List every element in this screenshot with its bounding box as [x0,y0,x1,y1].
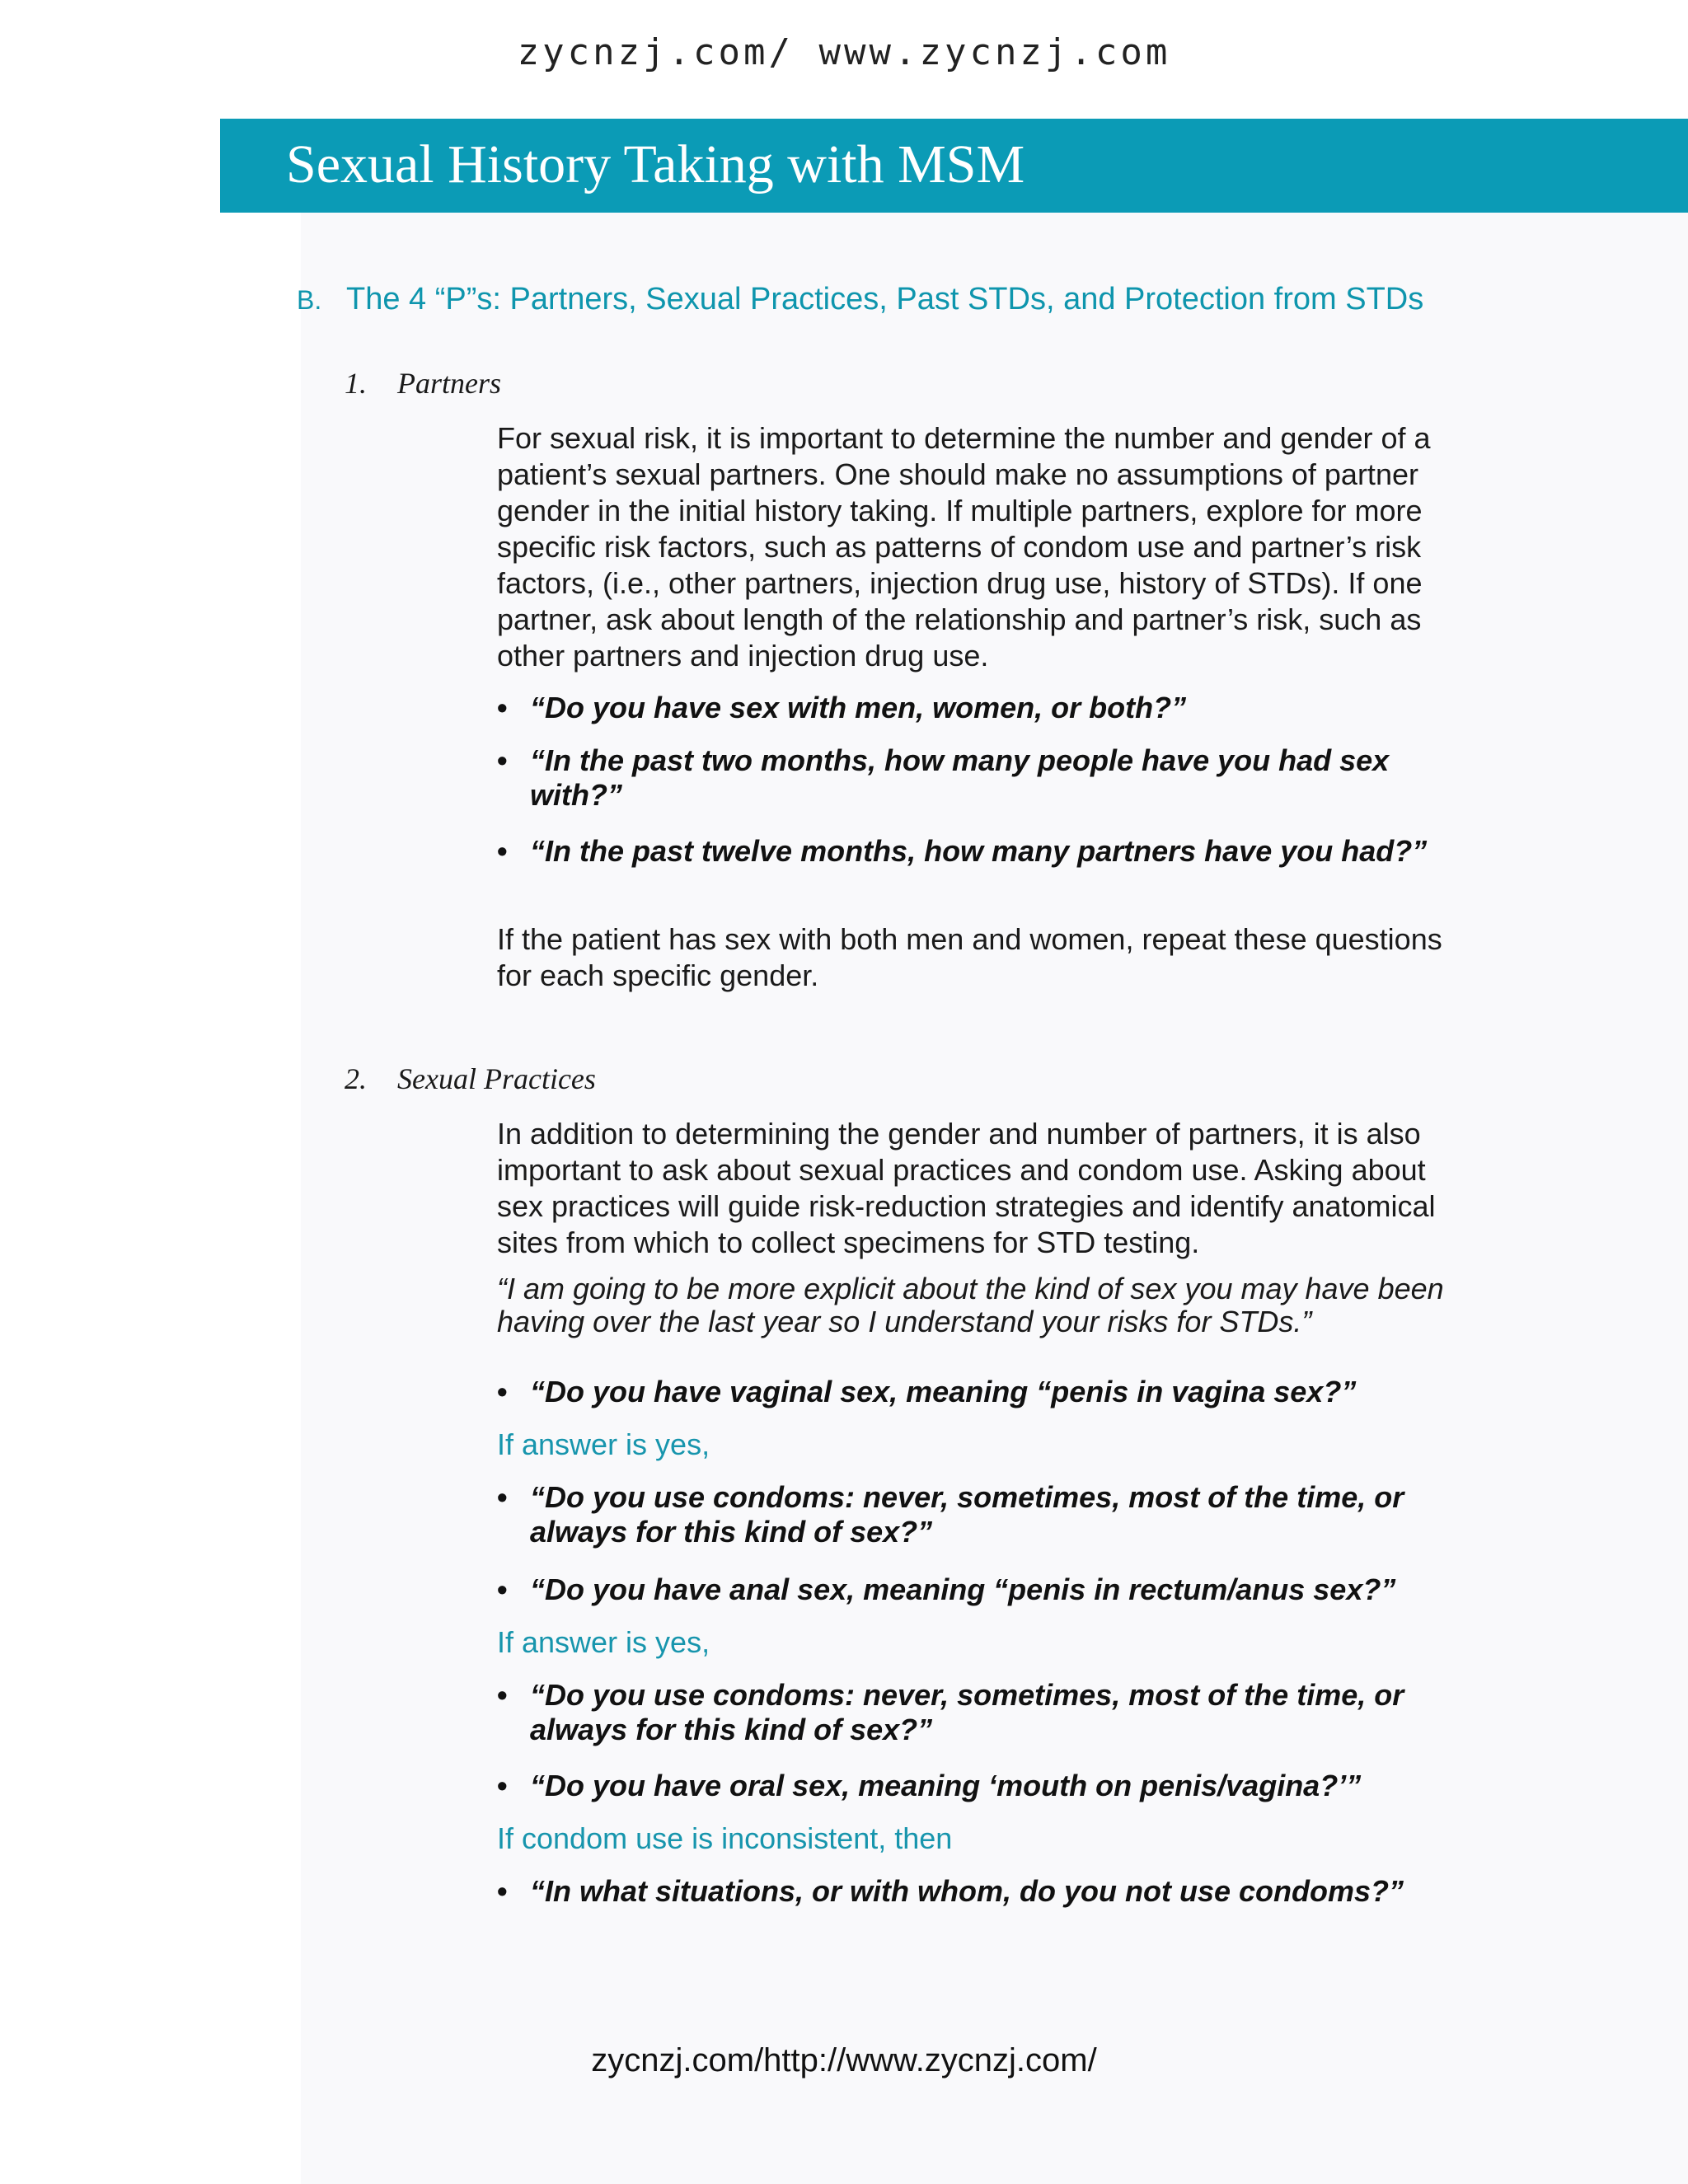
condition-label: If condom use is inconsistent, then [497,1821,953,1855]
section-letter: B. [297,285,322,315]
question-text: “Do you have sex with men, women, or both?” [530,691,1187,724]
list-item [497,743,1428,813]
condition-label: If answer is yes, [497,1427,710,1461]
list-item [497,1375,1428,1409]
list-item [497,691,1428,725]
question-text: “In the past twelve months, how many partners have you had?” [530,834,1428,868]
condition-label: If answer is yes, [497,1625,710,1659]
bullet-icon: • [497,691,508,724]
practices-paragraph: In addition to determining the gender and number of partners, it is also important to ask about sexual practices and condom use. Asking about sex practices will guide risk-reduction strategies and identify anatomical sites from which to collect specimens for STD testing. [497,1117,1436,1259]
subsection-heading-practices [345,1062,596,1096]
bullet-icon: • [497,1572,508,1606]
header-url: zycnzj.com/ www.zycnzj.com [517,31,1171,73]
subsection-number: 2. [345,1062,367,1095]
section-heading [297,282,1451,317]
bullet-icon: • [497,1375,508,1408]
intro-quote: “I am going to be more explicit about the kind of sex you may have been having over the last year so I understand your risks for STDs.” [497,1272,1444,1338]
partners-closing: If the patient has sex with both men and women, repeat these questions for each specific gender. [497,922,1442,992]
question-text: “Do you have oral sex, meaning ‘mouth on penis/vagina?’” [530,1769,1362,1802]
bullet-icon: • [497,1769,508,1802]
question-text: “Do you use condoms: never, sometimes, most of the time, or always for this kind of sex?” [530,1678,1404,1746]
list-item [497,1678,1428,1747]
list-item [497,1769,1428,1803]
question-text: “Do you have vaginal sex, meaning “penis in vagina sex?” [530,1375,1357,1408]
subsection-title: Sexual Practices [397,1062,596,1095]
list-item [497,1572,1428,1607]
list-item [497,834,1428,869]
list-item [497,1480,1428,1549]
question-text: “Do you use condoms: never, sometimes, most of the time, or always for this kind of sex?” [530,1480,1404,1549]
footer-url: zycnzj.com/http://www.zycnzj.com/ [591,2042,1097,2079]
page-title: Sexual History Taking with MSM [286,134,1025,194]
question-text: “In what situations, or with whom, do you not use condoms?” [530,1874,1404,1908]
question-text: “In the past two months, how many people have you had sex with?” [530,743,1390,812]
section-title: The 4 “P”s: Partners, Sexual Practices, Past STDs, and Protection from STDs [346,282,1424,316]
bullet-icon: • [497,1678,508,1712]
subsection-number: 1. [345,367,367,400]
bullet-icon: • [497,1480,508,1514]
partners-paragraph: For sexual risk, it is important to determine the number and gender of a patient’s sexual partners. One should make no assumptions of partner gender in the initial history taking. If multiple partners, explore for more specific risk factors, such as patterns of condom use and partner’s risk factors, (i.e., other partners, injection drug use, history of STDs). If one partner, ask about length of the relationship and partner’s risk, such as other partners and injection drug use. [497,421,1431,673]
bullet-icon: • [497,834,508,868]
list-item [497,1874,1428,1909]
subsection-heading-partners [345,366,501,401]
question-text: “Do you have anal sex, meaning “penis in rectum/anus sex?” [530,1572,1396,1606]
bullet-icon: • [497,1874,508,1908]
bullet-icon: • [497,743,508,777]
title-banner [220,119,1688,213]
subsection-title: Partners [397,367,501,400]
